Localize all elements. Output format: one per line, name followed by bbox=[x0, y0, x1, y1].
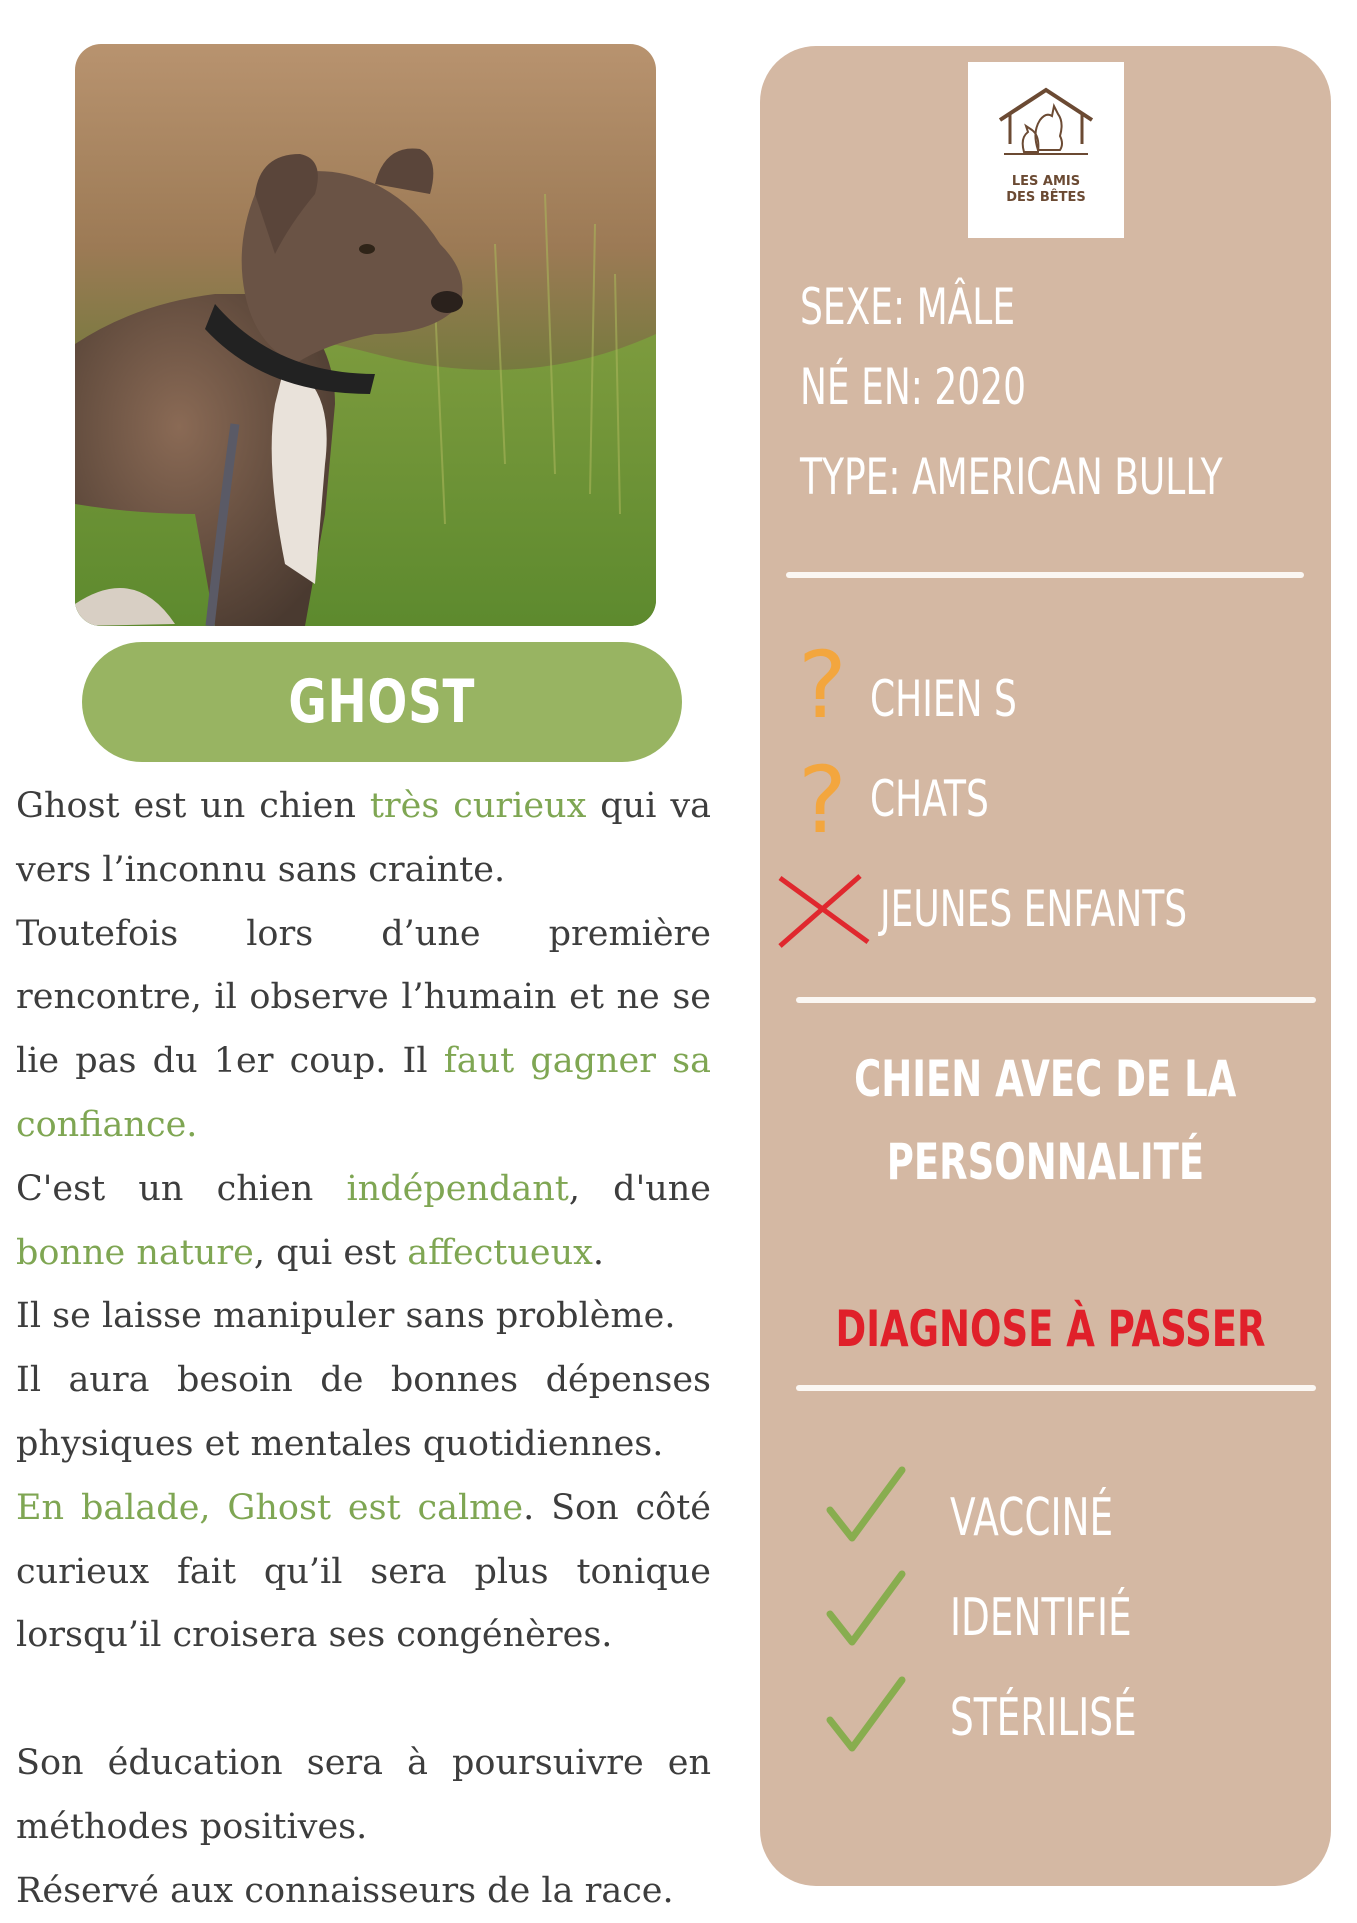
compat-cats-label: CHATS bbox=[870, 770, 989, 828]
logo-text-line2: DES BÊTES bbox=[1006, 190, 1086, 205]
description-text: Son éducation sera à poursuivre en méthodes positives. bbox=[16, 1742, 711, 1847]
description-text: Toutefois lors d’une première rencontre, il observe l’humain et ne se lie pas du 1er coup. Il bbox=[16, 913, 711, 1082]
dog-description bbox=[16, 775, 711, 1923]
divider bbox=[786, 572, 1304, 578]
dog-name: GHOST bbox=[288, 667, 476, 737]
highlight-text: faut gagner sa confiance. bbox=[16, 1041, 711, 1145]
highlight-text: indépendant bbox=[346, 1168, 569, 1209]
description-paragraph bbox=[16, 1349, 711, 1477]
personality-line2: PERSONNALITÉ bbox=[886, 1133, 1205, 1191]
description-text: Il se laisse manipuler sans problème. bbox=[16, 1296, 676, 1337]
cross-icon bbox=[774, 870, 874, 950]
dog-photo bbox=[75, 44, 656, 626]
dog-name-badge bbox=[82, 642, 682, 762]
description-paragraph bbox=[16, 1285, 711, 1349]
description-text: qui va vers l’inconnu sans crainte. bbox=[16, 786, 711, 890]
description-text: Il aura besoin de bonnes dépenses physiques et mentales quotidiennes. bbox=[16, 1360, 711, 1464]
description-text: , d'une bbox=[568, 1168, 711, 1209]
divider bbox=[796, 1385, 1316, 1391]
health-identified: IDENTIFIÉ bbox=[950, 1588, 1132, 1648]
logo-text-line1: LES AMIS bbox=[1011, 174, 1081, 189]
highlight-text: En balade, Ghost est calme bbox=[16, 1487, 524, 1528]
description-paragraph bbox=[16, 1860, 711, 1923]
birth-year-label: NÉ EN: 2020 bbox=[800, 358, 1026, 416]
highlight-text: affectueux bbox=[407, 1232, 593, 1273]
description-text: . bbox=[592, 1232, 605, 1273]
check-icon bbox=[826, 1676, 906, 1756]
highlight-text: bonne nature bbox=[16, 1232, 254, 1273]
personality-line1: CHIEN AVEC DE LA bbox=[854, 1050, 1237, 1108]
highlight-text: très curieux bbox=[369, 786, 587, 826]
description-paragraph bbox=[16, 1158, 711, 1286]
sex-label: SEXE: MÂLE bbox=[800, 278, 1016, 336]
health-vaccinated: VACCINÉ bbox=[950, 1488, 1114, 1548]
diagnose-warning: DIAGNOSE À PASSER bbox=[835, 1300, 1266, 1358]
question-mark-icon: ? bbox=[798, 747, 847, 854]
breed-label: TYPE: AMERICAN BULLY bbox=[800, 448, 1223, 506]
divider bbox=[796, 997, 1316, 1003]
description-spacer bbox=[16, 1668, 711, 1732]
description-paragraph bbox=[16, 1477, 711, 1668]
description-text: Réservé aux connaisseurs de la race. bbox=[16, 1870, 674, 1911]
description-paragraph bbox=[16, 1732, 711, 1860]
shelter-logo bbox=[968, 62, 1124, 238]
question-mark-icon: ? bbox=[798, 632, 847, 739]
description-paragraph bbox=[16, 775, 711, 903]
check-icon bbox=[826, 1466, 906, 1546]
description-text: , qui est bbox=[253, 1232, 408, 1273]
description-text: . Son côté curieux fait qu’il sera plus tonique lorsqu’il croisera ses congénères. bbox=[16, 1487, 711, 1656]
compat-dogs-label: CHIEN S bbox=[870, 670, 1017, 728]
check-icon bbox=[826, 1570, 906, 1650]
compat-children-label: JEUNES ENFANTS bbox=[880, 880, 1188, 938]
description-paragraph bbox=[16, 903, 711, 1158]
health-sterilized: STÉRILISÉ bbox=[950, 1688, 1137, 1748]
house-pets-icon bbox=[994, 84, 1098, 158]
description-text: Ghost est un chien bbox=[16, 786, 370, 826]
description-text: C'est un chien bbox=[16, 1168, 347, 1209]
